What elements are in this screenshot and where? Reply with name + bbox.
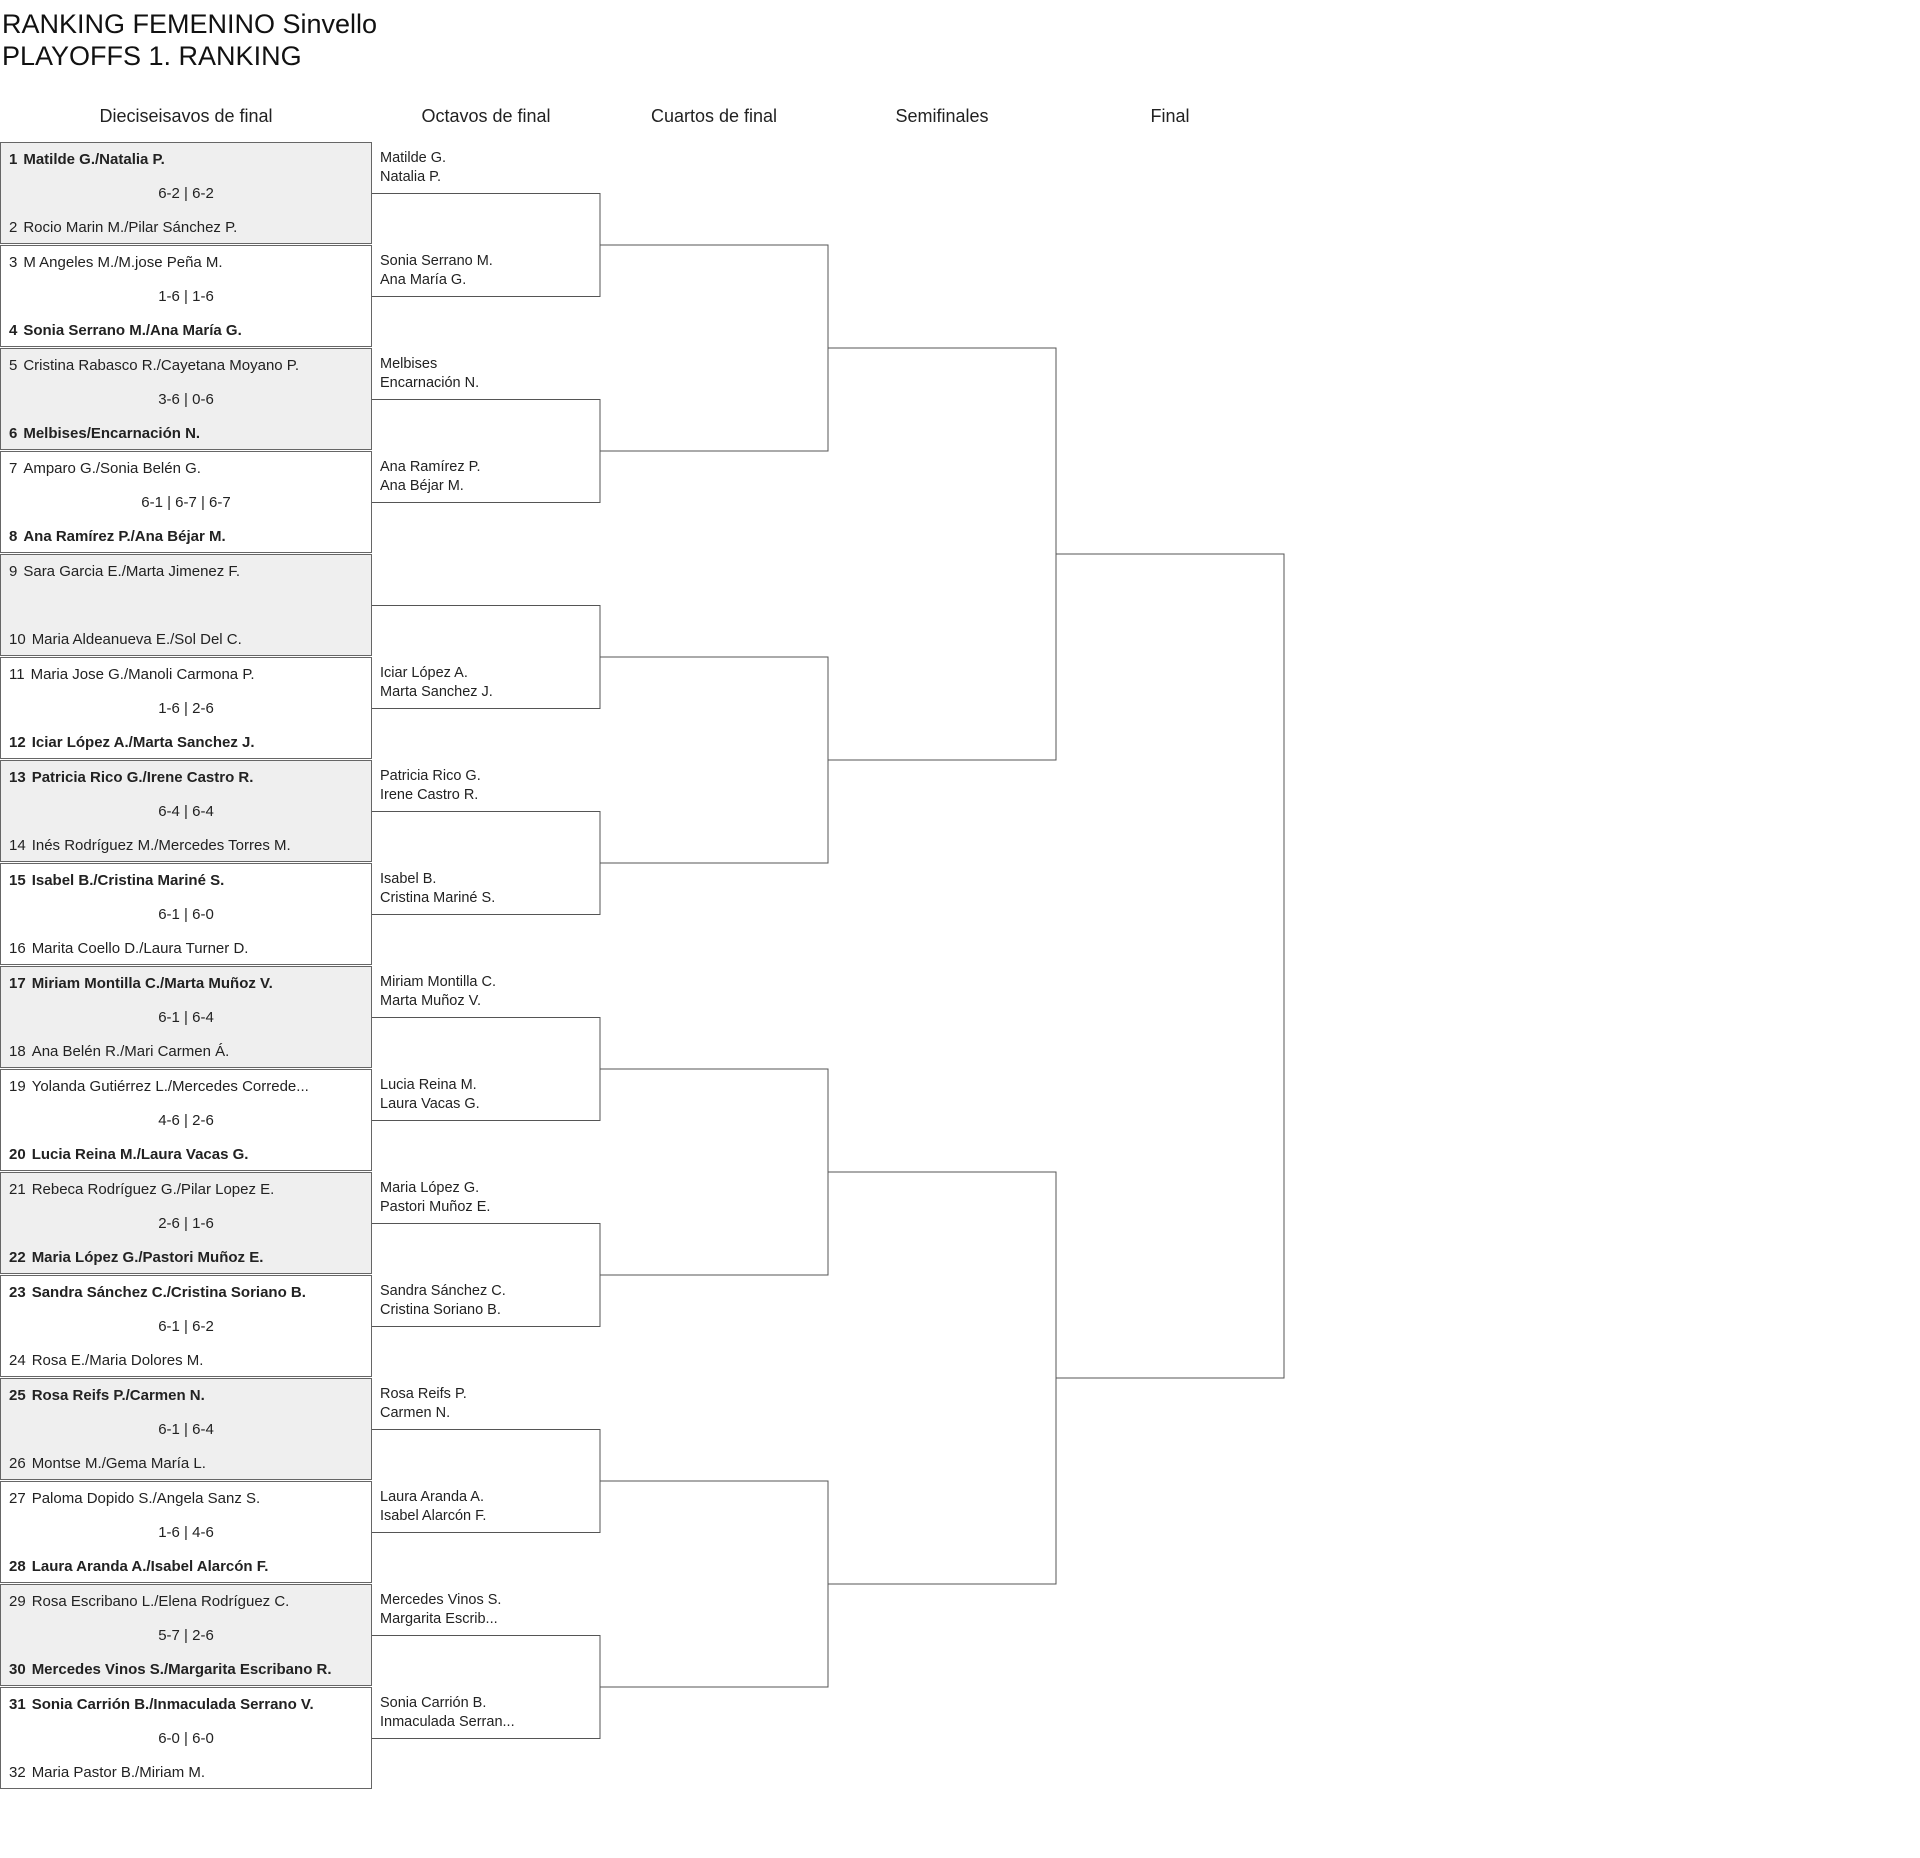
team-name: Patricia Rico G./Irene Castro R.	[31, 769, 254, 786]
seed-number: 27	[9, 1490, 26, 1507]
match-score: 6-1 | 6-7 | 6-7	[141, 494, 231, 511]
advancing-player-a: Melbises	[380, 356, 438, 372]
advancing-player-b: Cristina Soriano B.	[380, 1302, 501, 1318]
seed-number: 1	[9, 151, 18, 168]
seed-number: 7	[9, 460, 18, 477]
seed-number: 13	[9, 769, 26, 786]
advancing-player-a: Laura Aranda A.	[380, 1489, 484, 1505]
bracket-connector	[600, 1069, 828, 1275]
match-score: 2-6 | 1-6	[158, 1215, 214, 1232]
team-name: Rosa Reifs P./Carmen N.	[31, 1387, 205, 1404]
match-score: 6-0 | 6-0	[158, 1730, 214, 1747]
bracket-connector	[1056, 554, 1284, 1378]
seed-number: 20	[9, 1146, 26, 1163]
team-name: Ana Ramírez P./Ana Béjar M.	[23, 528, 226, 545]
team-name: Maria López G./Pastori Muñoz E.	[31, 1249, 264, 1266]
team-name: Sandra Sánchez C./Cristina Soriano B.	[31, 1284, 306, 1301]
seed-number: 22	[9, 1249, 26, 1266]
match-score: 3-6 | 0-6	[158, 391, 214, 408]
advancing-player-b: Isabel Alarcón F.	[380, 1508, 487, 1524]
advancing-player-a: Lucia Reina M.	[380, 1077, 477, 1093]
seed-number: 17	[9, 975, 26, 992]
advancing-player-b: Cristina Mariné S.	[380, 890, 496, 906]
seed-number: 6	[9, 425, 18, 442]
match-score: 1-6 | 2-6	[158, 700, 214, 717]
match-score: 6-4 | 6-4	[158, 803, 214, 820]
team-name: Rebeca Rodríguez G./Pilar Lopez E.	[31, 1181, 275, 1198]
advancing-player-a: Rosa Reifs P.	[380, 1386, 467, 1402]
page-subtitle: PLAYOFFS 1. RANKING	[2, 41, 302, 71]
team-name: Maria Pastor B./Miriam M.	[31, 1764, 206, 1781]
team-name: Lucia Reina M./Laura Vacas G.	[31, 1146, 249, 1163]
seed-number: 14	[9, 837, 26, 854]
team-name: Yolanda Gutiérrez L./Mercedes Correde...	[31, 1078, 309, 1095]
bracket-connector	[372, 812, 600, 915]
team-name: Ana Belén R./Mari Carmen Á.	[31, 1043, 230, 1060]
team-name: Rosa E./Maria Dolores M.	[31, 1352, 204, 1369]
advancing-player-b: Encarnación N.	[380, 375, 480, 391]
seed-number: 31	[9, 1696, 26, 1713]
match-score: 6-1 | 6-4	[158, 1421, 214, 1438]
team-name: M Angeles M./M.jose Peña M.	[23, 254, 223, 271]
match-score: 6-1 | 6-4	[158, 1009, 214, 1026]
round-header-dieciseisavos: Dieciseisavos de final	[99, 106, 273, 126]
team-name: Miriam Montilla C./Marta Muñoz V.	[31, 975, 273, 992]
advancing-player-a: Mercedes Vinos S.	[380, 1592, 502, 1608]
seed-number: 21	[9, 1181, 26, 1198]
round-header-final: Final	[1150, 106, 1190, 126]
bracket-connector	[828, 1172, 1056, 1584]
team-name: Sara Garcia E./Marta Jimenez F.	[23, 563, 241, 580]
round-header-cuartos: Cuartos de final	[650, 106, 778, 126]
team-name: Melbises/Encarnación N.	[23, 425, 201, 442]
advancing-player-a: Miriam Montilla C.	[380, 974, 497, 990]
bracket-connector	[372, 1636, 600, 1739]
advancing-player-b: Inmaculada Serran...	[380, 1714, 515, 1730]
bracket-connector	[372, 194, 600, 297]
seed-number: 30	[9, 1661, 26, 1678]
match-score: 5-7 | 2-6	[158, 1627, 214, 1644]
advancing-player-a: Ana Ramírez P.	[380, 459, 481, 475]
advancing-player-b: Carmen N.	[380, 1405, 451, 1421]
advancing-player-b: Laura Vacas G.	[380, 1096, 480, 1112]
advancing-player-a: Patricia Rico G.	[380, 768, 481, 784]
team-name: Montse M./Gema María L.	[31, 1455, 206, 1472]
seed-number: 2	[9, 219, 18, 236]
advancing-player-b: Pastori Muñoz E.	[380, 1199, 491, 1215]
advancing-player-a: Iciar López A.	[380, 665, 468, 681]
team-name: Sonia Carrión B./Inmaculada Serrano V.	[31, 1696, 314, 1713]
team-name: Cristina Rabasco R./Cayetana Moyano P.	[23, 357, 300, 374]
round-header-semifinales: Semifinales	[895, 106, 989, 126]
round-header-octavos: Octavos de final	[421, 106, 551, 126]
bracket-connector	[372, 606, 600, 709]
team-name: Rocio Marin M./Pilar Sánchez P.	[23, 219, 238, 236]
match-score: 1-6 | 4-6	[158, 1524, 214, 1541]
seed-number: 23	[9, 1284, 26, 1301]
team-name: Marita Coello D./Laura Turner D.	[31, 940, 249, 957]
seed-number: 5	[9, 357, 18, 374]
match-score: 6-1 | 6-2	[158, 1318, 214, 1335]
seed-number: 15	[9, 872, 26, 889]
seed-number: 16	[9, 940, 26, 957]
seed-number: 32	[9, 1764, 26, 1781]
advancing-player-a: Isabel B.	[380, 871, 437, 887]
seed-number: 4	[9, 322, 18, 339]
bracket-connector	[372, 1224, 600, 1327]
seed-number: 10	[9, 631, 26, 648]
advancing-player-a: Matilde G.	[380, 150, 447, 166]
page-title: RANKING FEMENINO Sinvello	[2, 9, 378, 39]
match-score: 4-6 | 2-6	[158, 1112, 214, 1129]
advancing-player-a: Sandra Sánchez C.	[380, 1283, 506, 1299]
seed-number: 9	[9, 563, 18, 580]
seed-number: 12	[9, 734, 26, 751]
team-name: Mercedes Vinos S./Margarita Escribano R.	[31, 1661, 332, 1678]
advancing-player-b: Marta Muñoz V.	[380, 993, 482, 1009]
advancing-player-a: Maria López G.	[380, 1180, 480, 1196]
team-name: Paloma Dopido S./Angela Sanz S.	[31, 1490, 261, 1507]
bracket-connector	[372, 400, 600, 503]
seed-number: 28	[9, 1558, 26, 1575]
bracket-connector	[600, 245, 828, 451]
seed-number: 8	[9, 528, 18, 545]
team-name: Iciar López A./Marta Sanchez J.	[31, 734, 255, 751]
seed-number: 11	[9, 666, 25, 683]
team-name: Rosa Escribano L./Elena Rodríguez C.	[31, 1593, 290, 1610]
bracket-connector	[372, 1018, 600, 1121]
advancing-player-b: Ana Béjar M.	[380, 478, 464, 494]
bracket-connector	[828, 348, 1056, 760]
bracket-connector	[372, 1430, 600, 1533]
team-name: Sonia Serrano M./Ana María G.	[23, 322, 242, 339]
seed-number: 19	[9, 1078, 26, 1095]
advancing-player-a: Sonia Serrano M.	[380, 253, 493, 269]
advancing-player-b: Marta Sanchez J.	[380, 684, 493, 700]
seed-number: 26	[9, 1455, 26, 1472]
advancing-player-b: Ana María G.	[380, 272, 467, 288]
seed-number: 24	[9, 1352, 26, 1369]
advancing-player-b: Irene Castro R.	[380, 787, 479, 803]
match-score: 6-1 | 6-0	[158, 906, 214, 923]
match-score: 6-2 | 6-2	[158, 185, 214, 202]
team-name: Maria Aldeanueva E./Sol Del C.	[31, 631, 242, 648]
advancing-player-b: Margarita Escrib...	[380, 1611, 498, 1627]
team-name: Maria Jose G./Manoli Carmona P.	[30, 666, 255, 683]
bracket-connector	[600, 657, 828, 863]
bracket-connector	[600, 1481, 828, 1687]
team-name: Matilde G./Natalia P.	[23, 151, 165, 168]
seed-number: 3	[9, 254, 18, 271]
match-score: 1-6 | 1-6	[158, 288, 214, 305]
advancing-player-b: Natalia P.	[380, 169, 441, 185]
team-name: Isabel B./Cristina Mariné S.	[31, 872, 225, 889]
seed-number: 25	[9, 1387, 26, 1404]
team-name: Amparo G./Sonia Belén G.	[23, 460, 201, 477]
team-name: Inés Rodríguez M./Mercedes Torres M.	[31, 837, 291, 854]
seed-number: 18	[9, 1043, 26, 1060]
seed-number: 29	[9, 1593, 26, 1610]
team-name: Laura Aranda A./Isabel Alarcón F.	[31, 1558, 269, 1575]
advancing-player-a: Sonia Carrión B.	[380, 1695, 487, 1711]
